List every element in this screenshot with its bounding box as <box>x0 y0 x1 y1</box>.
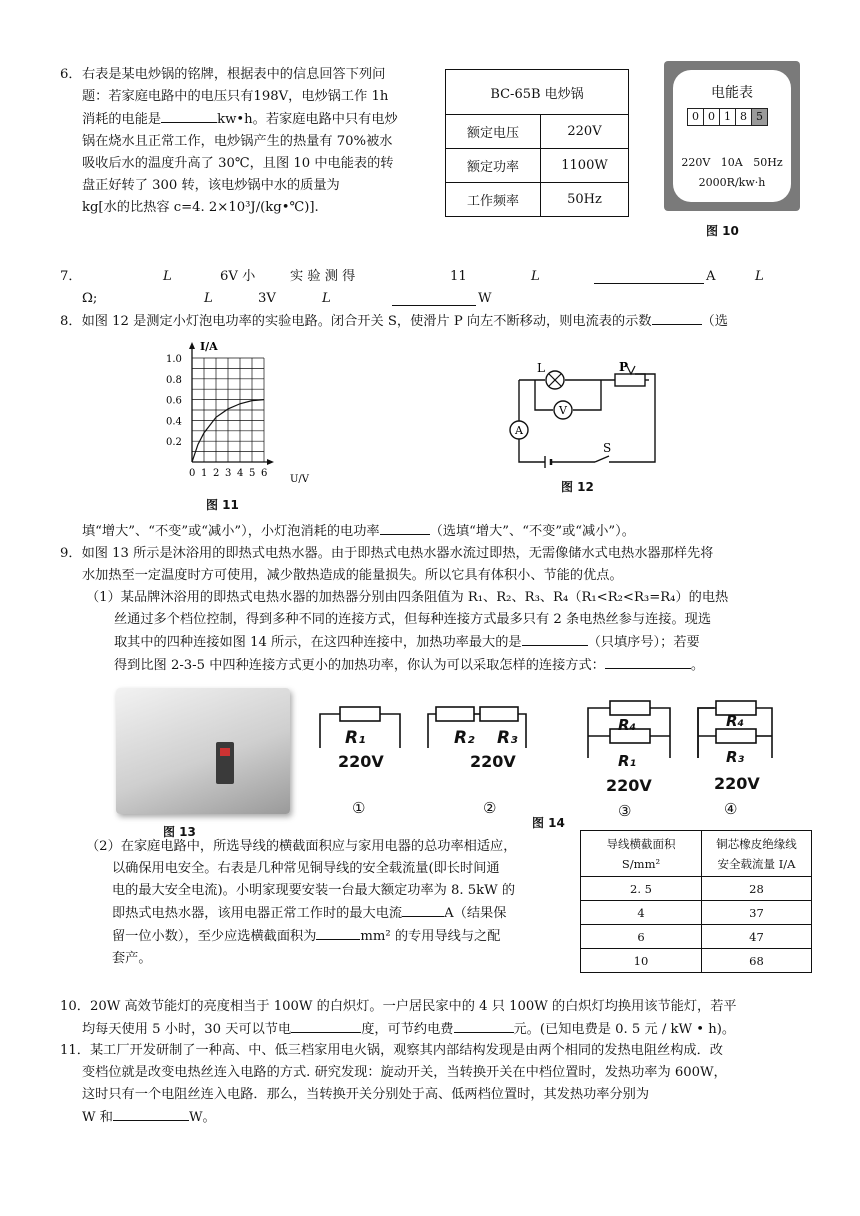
question-8: 8．如图 12 是测定小灯泡电功率的实验电路。闭合开关 S，使滑片 P 向左不断移动，则电流表的示数 （选 <box>60 310 840 333</box>
meter-digit: 0 <box>704 108 720 126</box>
question-7 <box>60 266 830 310</box>
meter-digit: 8 <box>736 108 752 126</box>
resistor-label: R₁ <box>345 728 366 748</box>
answer-blank[interactable] <box>113 1106 189 1121</box>
wire-area: 10 <box>581 949 702 973</box>
q7-fragment: W <box>478 291 492 306</box>
nameplate-label: 工作频率 <box>446 183 541 217</box>
resistor-label: R₁ <box>618 752 637 770</box>
x-tick-label: 2 <box>213 468 220 479</box>
figure-12-circuit <box>505 360 665 475</box>
wire-header-area: 导线横截面积 S/mm² <box>581 831 702 877</box>
graph-grid <box>192 358 264 462</box>
x-tick-label: 5 <box>249 468 256 479</box>
question-number: 7． <box>60 269 82 284</box>
q6-line: 吸收后水的温度升高了 30℃，且图 10 中电能表的转 <box>82 156 394 171</box>
meter-digits <box>687 108 768 126</box>
meter-digit: 5 <box>752 108 768 126</box>
question-number: 6． <box>60 67 82 82</box>
circuit-number: ② <box>483 799 497 817</box>
q6-line: 锅在烧水且正常工作，电炒锅产生的热量有 70%被水 <box>82 134 393 149</box>
wire-area: 6 <box>581 925 702 949</box>
resistor-label: R₄ <box>726 712 745 730</box>
nameplate-table <box>445 69 629 217</box>
figure-14-caption: 图 14 <box>532 816 565 830</box>
x-tick-label: 1 <box>201 468 208 479</box>
figure-12-caption: 图 12 <box>561 480 594 494</box>
heater-display-icon <box>220 748 230 756</box>
voltage-label: 220V <box>606 776 652 795</box>
wire-current: 37 <box>702 901 812 925</box>
x-tick-label: 3 <box>225 468 232 479</box>
ammeter-label: A <box>515 424 523 437</box>
answer-blank[interactable] <box>402 902 444 917</box>
answer-blank[interactable] <box>594 269 704 284</box>
answer-blank[interactable] <box>316 925 360 940</box>
q7-fragment: L <box>204 291 213 306</box>
meter-face <box>673 70 791 202</box>
y-tick-label: 0.8 <box>166 374 182 386</box>
nameplate-label: 额定功率 <box>446 149 541 183</box>
question-11: 11．某工厂开发研制了一种高、中、低三档家用电火锅，观察其内部结构发现是由两个相同的发热电阻丝构成．改 变档位就是改变电热丝连入电路的方式. 研究发现：旋动开关，当转换开关在中档位置时，发热功率为 600W， 这时只有一个电阻丝连入电路．那么，当转换开关分别处于高、低两档位置时，其发热功率分别为 W 和 W。 <box>60 1043 727 1125</box>
question-9: 9．如图 13 所示是沐浴用的即热式电热水器。由于即热式电热水器水流过即热，无需像储水式电热水器那样先将 水加热至一定温度时方可使用，减少散热造成的能量损失。所以它具有体积小、节能的优点。 （1）某品牌沐浴用的即热式电热水器的加热器分别由四条阻值为 R₁、R₂、R₃、R₄（R₁<R₂<R₃=R₄）的电热 丝通过多个档位控制，得到多种不同的连接方式，但每种连接方式最多只有 2 条电热丝参与连接。现选 取其中的四种连接如图 14 所示，在这四种连接中，加热功率最大的是 （只填序号）；若要 得到比图 2-3-5 中四种连接方式更小的加热功率，你认为可以采取怎样的连接方式： 。 <box>60 546 729 673</box>
meter-digit: 1 <box>720 108 736 126</box>
q6-line: 盘正好转了 300 转，该电炒锅中水的质量为 <box>82 178 340 193</box>
q7-fragment: 3V <box>258 291 276 306</box>
meter-specs: 220V 10A 50Hz <box>681 156 783 169</box>
nameplate-value: 50Hz <box>541 183 629 217</box>
answer-blank[interactable] <box>291 1018 361 1033</box>
question-number: 8． <box>60 314 82 329</box>
voltage-label: 220V <box>470 752 516 771</box>
answer-blank[interactable] <box>522 631 588 646</box>
answer-blank[interactable] <box>652 310 702 325</box>
nameplate-label: 额定电压 <box>446 115 541 149</box>
heater-control-panel <box>216 742 234 784</box>
x-tick-label: 4 <box>237 468 244 479</box>
question-number: 11． <box>60 1043 90 1058</box>
question-8-continued: 填“增大”、“不变”或“减小”），小灯泡消耗的电功率 （选填“增大”、“不变”或“减小”）。 <box>82 520 852 543</box>
y-tick-label: 0.2 <box>166 437 182 449</box>
wire-current: 47 <box>702 925 812 949</box>
energy-meter <box>664 61 800 211</box>
wire-current: 28 <box>702 877 812 901</box>
q7-fragment: 6V 小 <box>220 269 256 284</box>
meter-title: 电能表 <box>711 85 753 101</box>
water-heater-photo <box>116 688 290 814</box>
x-tick-label: 6 <box>261 468 268 479</box>
voltage-label: 220V <box>714 774 760 793</box>
nameplate-value: 1100W <box>541 149 629 183</box>
y-tick-label: 0.4 <box>166 416 182 428</box>
y-axis-arrow <box>189 342 195 349</box>
figure-11-caption: 图 11 <box>206 498 239 512</box>
y-axis-label: I/A <box>200 340 218 353</box>
slider-label: P <box>619 360 629 374</box>
resistor-label: R₂ <box>454 728 475 748</box>
lamp-label: L <box>537 361 545 375</box>
question-number: 9． <box>60 546 82 561</box>
wire-current-table <box>580 830 812 973</box>
resistor-label: R₄ <box>618 716 637 734</box>
circuit-number: ① <box>352 799 366 817</box>
q7-fragment: 实 验 测 得 <box>290 269 356 284</box>
answer-blank[interactable] <box>605 654 691 669</box>
x-tick-label: 0 <box>189 468 196 479</box>
answer-blank[interactable] <box>380 520 430 535</box>
q6-line: kg[水的比热容 c=4. 2×10³J/(kg•℃)]. <box>82 200 319 215</box>
q7-fragment: 11 <box>450 269 467 284</box>
figure-11-graph <box>160 336 320 496</box>
q6-line: 题：若家庭电路中的电压只有198V，电炒锅工作 1h <box>82 89 389 104</box>
answer-blank[interactable] <box>454 1018 514 1033</box>
answer-blank[interactable] <box>392 291 476 306</box>
voltmeter-label: V <box>559 404 567 417</box>
voltage-label: 220V <box>338 752 384 771</box>
q7-fragment: L <box>755 269 764 284</box>
question-9-part-2: （2）在家庭电路中，所选导线的横截面积应与家用电器的总功率相适应， 以确保用电安全。右表是几种常见铜导线的安全载流量(即长时间通 电的最大安全电流)。小明家现要安装一台最大额定功率为 8. 5kW 的 即热式电热水器，该用电器正常工作时的最大电流 A（结果保 留一位小数），至少应选横截面积为 mm² 的专用导线与之配 套产。 <box>86 839 517 966</box>
q7-fragment: A <box>706 269 716 284</box>
wire-area: 2. 5 <box>581 877 702 901</box>
question-6 <box>60 64 440 219</box>
figure-13-caption: 图 13 <box>163 825 196 839</box>
meter-digit: 0 <box>687 108 704 126</box>
y-tick-label: 1.0 <box>166 354 182 365</box>
question-10: 10．20W 高效节能灯的亮度相当于 100W 的白炽灯。一户居民家中的 4 只 100W 的白炽灯均换用该节能灯，若平 均每天使用 5 小时，30 天可以节电 度，可节约电费 元。(已知电费是 0. 5 元 / kW • h)。 <box>60 999 737 1037</box>
nameplate-title: BC-65B 电炒锅 <box>446 70 629 115</box>
resistor-label: R₃ <box>497 728 518 748</box>
wire-area: 4 <box>581 901 702 925</box>
x-axis-arrow <box>267 459 274 465</box>
circuit-number: ③ <box>618 802 632 820</box>
question-number: 10． <box>60 999 90 1014</box>
q7-fragment: Ω; <box>82 291 98 306</box>
x-axis-label: U/V <box>290 474 310 485</box>
q7-fragment: L <box>322 291 331 306</box>
q6-line: 消耗的电能是 kw•h。若家庭电路中只有电炒 <box>82 108 440 131</box>
q7-fragment: L <box>531 269 540 284</box>
y-tick-label: 0.6 <box>166 395 182 407</box>
q7-fragment: L <box>163 269 172 284</box>
switch-label: S <box>603 441 612 455</box>
answer-blank[interactable] <box>161 108 217 123</box>
wire-current: 68 <box>702 949 812 973</box>
figure-10-caption: 图 10 <box>706 224 739 238</box>
q6-line: 右表是某电炒锅的铭牌，根据表中的信息回答下列问 <box>82 67 386 82</box>
wire-header-current: 铜芯橡皮绝缘线 安全载流量 I/A <box>702 831 812 877</box>
resistor-label: R₃ <box>726 748 745 766</box>
nameplate-value: 220V <box>541 115 629 149</box>
circuit-number: ④ <box>724 800 738 818</box>
meter-rate: 2000R/kw·h <box>698 176 766 189</box>
